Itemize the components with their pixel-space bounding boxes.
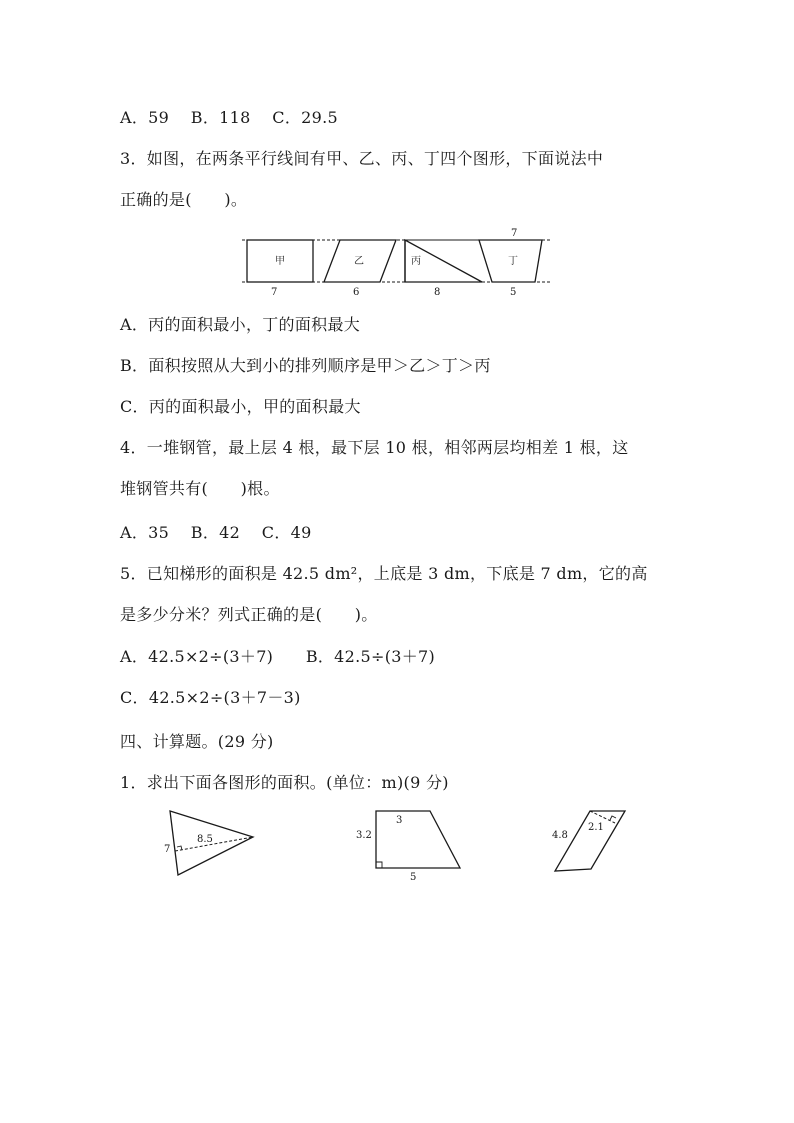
q5-stem-line2: 是多少分米？列式正确的是( )。	[120, 605, 378, 624]
trapezoid-figure	[352, 805, 467, 885]
section-four-heading: 四、计算题。(29 分)	[120, 732, 274, 751]
q4-stem-line1: 4．一堆钢管，最上层 4 根，最下层 10 根，相邻两层均相差 1 根，这	[120, 438, 629, 457]
parallelogram-height-label: 2.1	[588, 822, 604, 833]
parallelogram-diagram	[550, 805, 630, 877]
right-angle-mark	[610, 816, 616, 820]
label-jia: 甲	[275, 256, 285, 267]
q3-option-c: C．丙的面积最小，甲的面积最大	[120, 397, 361, 416]
q4-options: A．35 B．42 C．49	[120, 523, 312, 542]
label-bing: 丙	[411, 256, 421, 267]
q5-options-ab: A．42.5×2÷(3＋7) B．42.5÷(3＋7)	[120, 647, 436, 666]
q3-stem-line2: 正确的是( )。	[120, 190, 248, 209]
trapezoid-height-label: 3.2	[356, 830, 372, 841]
trapezoid-bottom-label: 5	[410, 872, 417, 883]
section-four-q1: 1．求出下面各图形的面积。(单位：m)(9 分)	[120, 773, 449, 792]
triangle-height-label: 8.5	[197, 834, 213, 845]
parallelogram-figure	[550, 805, 630, 877]
q2-options: A．59 B．118 C．29.5	[120, 108, 338, 127]
q4-stem-line2: 堆钢管共有( )根。	[120, 479, 280, 498]
q5-option-c: C．42.5×2÷(3＋7－3)	[120, 688, 301, 707]
label-yi: 乙	[354, 256, 364, 267]
parallelogram-side-label: 4.8	[552, 830, 568, 841]
dim-ding-top: 7	[511, 228, 518, 239]
q3-option-b: B．面积按照从大到小的排列顺序是甲＞乙＞丁＞丙	[120, 356, 491, 375]
dim-bing-bottom: 8	[434, 287, 441, 298]
label-ding: 丁	[508, 256, 518, 267]
q5-stem-line1: 5．已知梯形的面积是 42.5 dm²，上底是 3 dm，下底是 7 dm，它的高	[120, 564, 648, 583]
parallel-lines-diagram	[238, 225, 558, 300]
triangle-diagram	[160, 805, 260, 880]
q3-figure	[238, 225, 558, 300]
dim-jia-bottom: 7	[271, 287, 278, 298]
q3-stem-line1: 3．如图，在两条平行线间有甲、乙、丙、丁四个图形，下面说法中	[120, 149, 604, 168]
dim-ding-bottom: 5	[510, 287, 517, 298]
triangle-height-line	[175, 837, 253, 851]
trapezoid-diagram	[352, 805, 467, 885]
trapezoid-shape	[376, 811, 460, 868]
q3-option-a: A．丙的面积最小，丁的面积最大	[120, 315, 361, 334]
dim-yi-bottom: 6	[353, 287, 360, 298]
triangle-figure	[160, 805, 260, 880]
right-angle-mark	[376, 862, 382, 868]
parallelogram-shape	[555, 811, 625, 871]
trapezoid-top-label: 3	[396, 815, 403, 826]
triangle-side-label: 7	[164, 844, 171, 855]
